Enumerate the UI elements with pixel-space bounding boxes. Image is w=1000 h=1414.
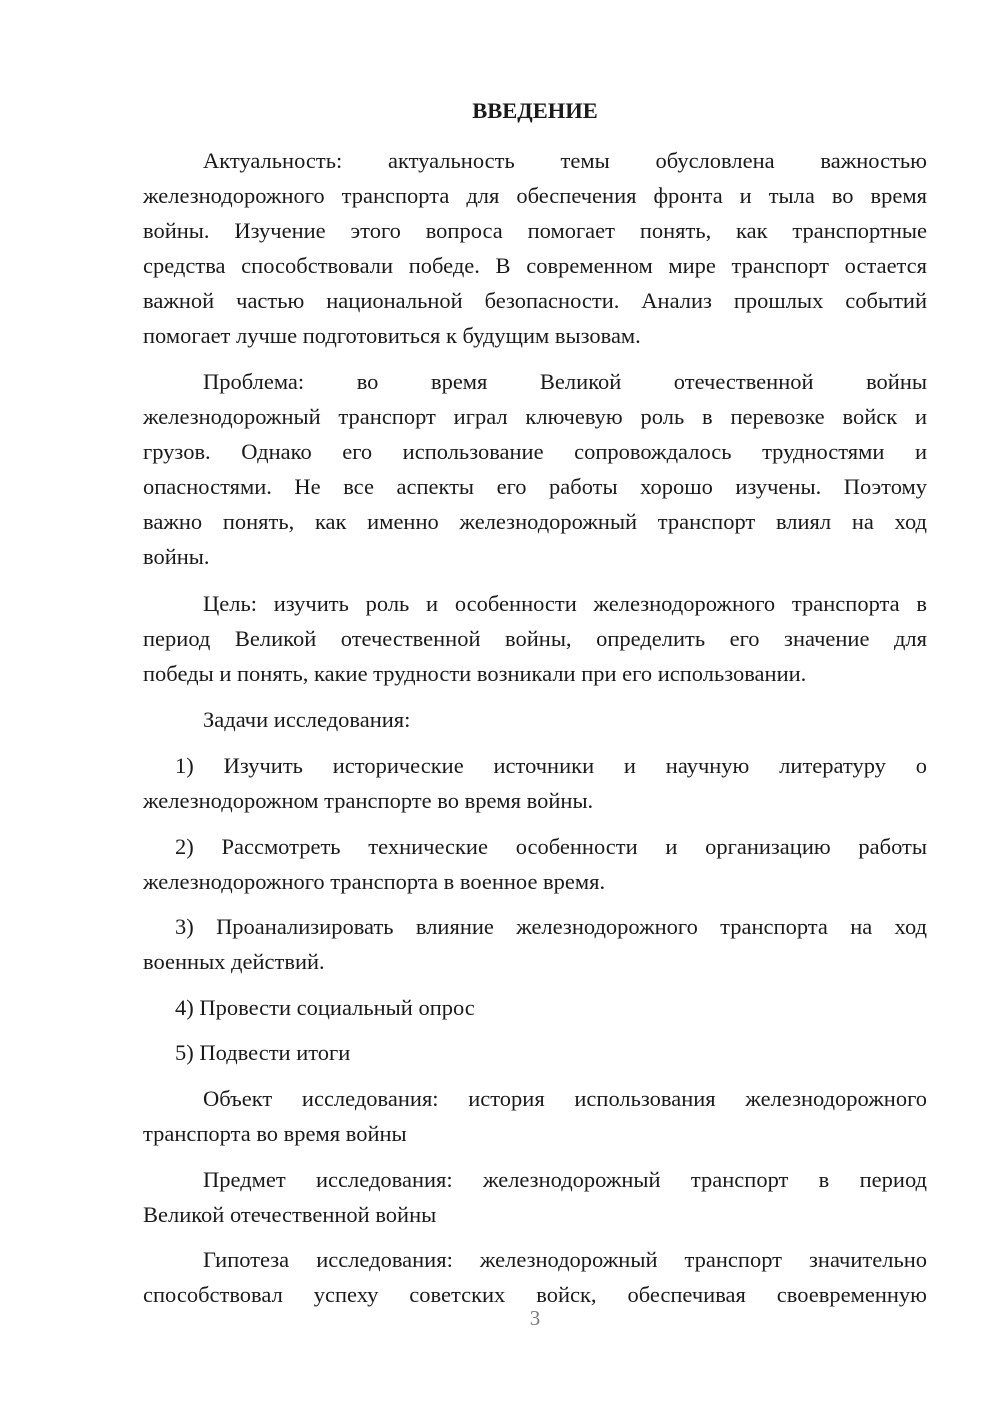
- text-line: Объект исследования: история использования железнодорожного: [203, 1086, 927, 1111]
- text-line: Актуальность: актуальность темы обусловлена важностью: [203, 148, 927, 173]
- text-line: Задачи исследования:: [203, 707, 411, 732]
- text-line: железнодорожный транспорт играл ключевую роль в перевозке войск и: [143, 404, 927, 429]
- text-line: железнодорожного транспорта в военное время.: [143, 869, 606, 894]
- page-number: 3: [529, 1306, 541, 1330]
- text-line: 3) Проанализировать влияние железнодорожного транспорта на ход: [175, 914, 927, 939]
- text-line: военных действий.: [143, 949, 325, 974]
- text-line: Проблема: во время Великой отечественной войны: [203, 369, 927, 394]
- text-line: помогает лучше подготовиться к будущим вызовам.: [143, 323, 641, 348]
- text-line: важно понять, как именно железнодорожный транспорт влиял на ход: [143, 509, 927, 534]
- text-line: Великой отечественной войны: [143, 1202, 437, 1227]
- text-line: 4) Провести социальный опрос: [175, 995, 475, 1020]
- text-line: важной частью национальной безопасности. Анализ прошлых событий: [143, 288, 927, 313]
- text-line: Цель: изучить роль и особенности железнодорожного транспорта в: [203, 591, 927, 616]
- text-line: Гипотеза исследования: железнодорожный транспорт значительно: [203, 1247, 927, 1272]
- text-line: способствовал успеху советских войск, обеспечивая своевременную: [143, 1282, 927, 1307]
- text-line: войны.: [143, 544, 210, 569]
- text-line: войны. Изучение этого вопроса помогает понять, как транспортные: [143, 218, 927, 243]
- section-title: ВВЕДЕНИЕ: [472, 98, 598, 123]
- text-line: железнодорожного транспорта для обеспечения фронта и тыла во время: [143, 183, 927, 208]
- text-line: опасностями. Не все аспекты его работы хорошо изучены. Поэтому: [143, 474, 927, 499]
- text-line: Предмет исследования: железнодорожный транспорт в период: [203, 1167, 927, 1192]
- text-line: 5) Подвести итоги: [175, 1040, 351, 1065]
- text-line: период Великой отечественной войны, определить его значение для: [143, 626, 927, 651]
- text-line: грузов. Однако его использование сопровождалось трудностями и: [143, 439, 927, 464]
- text-line: железнодорожном транспорте во время войны.: [143, 788, 594, 813]
- text-line: транспорта во время войны: [143, 1121, 407, 1146]
- text-line: 2) Рассмотреть технические особенности и организацию работы: [175, 834, 927, 859]
- text-line: победы и понять, какие трудности возникали при его использовании.: [143, 661, 807, 686]
- text-line: 1) Изучить исторические источники и научную литературу о: [175, 753, 927, 778]
- text-line: средства способствовали победе. В современном мире транспорт остается: [143, 253, 927, 278]
